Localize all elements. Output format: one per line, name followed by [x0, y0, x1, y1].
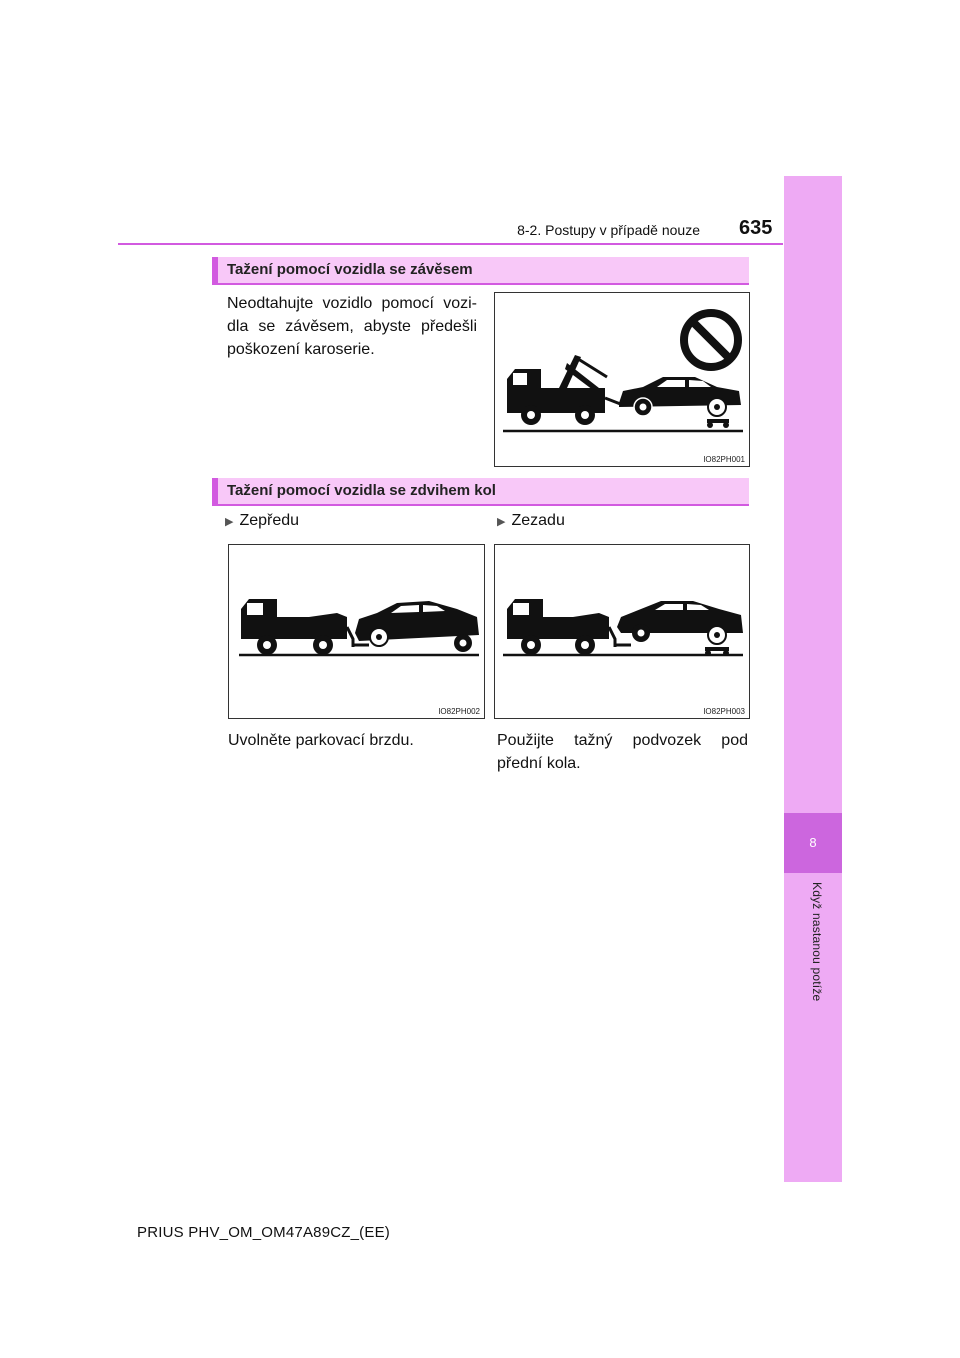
chapter-number: 8 — [809, 835, 817, 850]
section-heading-sling-text: Tažení pomocí vozidla se závěsem — [227, 261, 473, 278]
triangle-bullet-icon: ▶ — [497, 516, 506, 528]
sling-warning-text: Neodtahujte vozidlo pomocí vozidla se závěsem, abyste předešli poškození karoserie. — [227, 295, 477, 358]
chapter-number-tab — [784, 813, 842, 873]
header-divider — [118, 243, 783, 245]
car-icon — [617, 601, 743, 644]
prohibited-icon — [684, 313, 738, 367]
car-icon — [355, 601, 479, 652]
bullet-front — [225, 512, 299, 530]
rear-lift-illustration — [495, 545, 749, 718]
car-icon — [619, 377, 741, 416]
chapter-title: Když nastanou potíže — [810, 882, 824, 1002]
triangle-bullet-icon: ▶ — [225, 516, 234, 528]
dolly-icon — [707, 419, 729, 428]
section-heading-wheel-lift — [212, 478, 749, 506]
tow-truck-icon — [507, 599, 631, 655]
section-heading-wheel-lift-text: Tažení pomocí vozidla se zdvihem kol — [227, 482, 496, 499]
front-lift-illustration — [229, 545, 484, 718]
sling-tow-illustration — [495, 293, 749, 466]
figure-front-lift — [228, 544, 485, 719]
tow-truck-icon — [507, 355, 623, 425]
bullet-rear — [497, 512, 565, 530]
bullet-rear-label: Zezadu — [511, 512, 565, 529]
figure-code-1: IO82PH001 — [703, 455, 745, 464]
page-number: 635 — [739, 217, 773, 239]
figure-code-3: IO82PH003 — [703, 707, 745, 716]
figure-code-2: IO82PH002 — [438, 707, 480, 716]
rear-caption: Použijte tažný podvozek pod přední kola. — [497, 732, 748, 772]
figure-sling-tow — [494, 292, 750, 467]
bullet-front-label: Zepředu — [239, 512, 300, 529]
front-caption: Uvolněte parkovací brzdu. — [228, 732, 414, 749]
tow-truck-icon — [241, 599, 369, 655]
figure-rear-lift — [494, 544, 750, 719]
section-heading-sling — [212, 257, 749, 285]
document-id: PRIUS PHV_OM_OM47A89CZ_(EE) — [137, 1224, 390, 1241]
header-section-title: 8-2. Postupy v případě nouze — [517, 222, 700, 238]
